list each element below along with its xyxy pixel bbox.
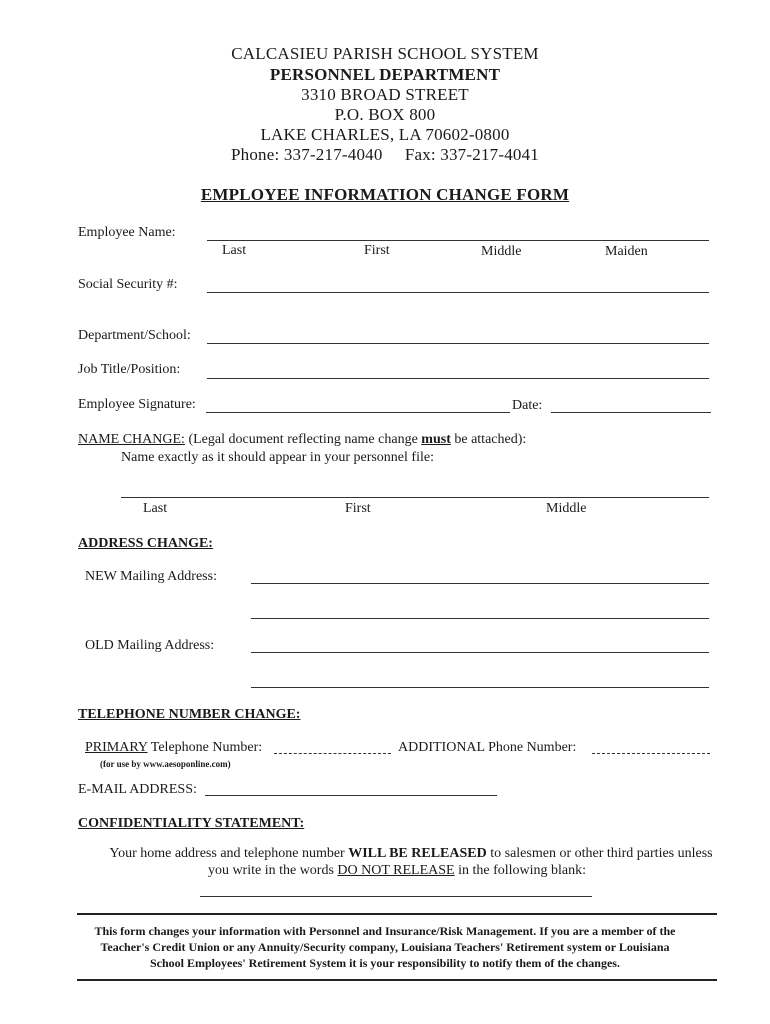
primary-word: PRIMARY xyxy=(85,740,148,755)
old-address-label: OLD Mailing Address: xyxy=(85,638,215,653)
telephone-change-heading: TELEPHONE NUMBER CHANGE: xyxy=(78,707,301,722)
department-field[interactable] xyxy=(207,343,709,344)
name-sub-last: Last xyxy=(222,243,247,258)
name-change-must: must xyxy=(421,432,451,447)
conf-text-1a: Your home address and telephone number xyxy=(109,846,349,861)
confidentiality-line-1 xyxy=(26,846,770,862)
ssn-label: Social Security #: xyxy=(78,277,178,292)
city-state-zip: LAKE CHARLES, LA 70602-0800 xyxy=(260,125,510,144)
name-change-line xyxy=(78,432,526,448)
form-title: EMPLOYEE INFORMATION CHANGE FORM xyxy=(200,185,570,204)
name-change-text-after: be attached): xyxy=(450,432,527,447)
po-box: P.O. BOX 800 xyxy=(334,105,436,124)
new-name-sub-middle: Middle xyxy=(546,501,587,516)
new-name-sub-last: Last xyxy=(143,501,168,516)
new-address-label: NEW Mailing Address: xyxy=(85,569,217,584)
primary-rest: Telephone Number: xyxy=(147,740,263,755)
primary-phone-label xyxy=(85,740,262,756)
notice-top-rule xyxy=(77,913,717,915)
signature-field[interactable] xyxy=(206,412,510,413)
name-sub-middle: Middle xyxy=(481,244,522,259)
do-not-release-field[interactable] xyxy=(200,896,592,897)
primary-phone-field[interactable] xyxy=(274,753,391,754)
additional-phone-label: ADDITIONAL Phone Number: xyxy=(398,740,577,755)
conf-text-2c: in the following blank: xyxy=(454,863,587,878)
old-address-line-1[interactable] xyxy=(251,652,709,653)
department-label: Department/School: xyxy=(78,328,191,343)
notice-line-1: This form changes your information with Personnel and Insurance/Risk Management. If you are a member of the xyxy=(94,924,676,938)
new-address-line-1[interactable] xyxy=(251,583,709,584)
primary-phone-note: (for use by www.aesoponline.com) xyxy=(100,759,231,769)
new-name-field[interactable] xyxy=(121,497,709,498)
conf-text-2a: you write in the words xyxy=(207,863,338,878)
notice-bottom-rule xyxy=(77,979,717,981)
additional-phone-field[interactable] xyxy=(592,753,710,754)
notice-line-2: Teacher's Credit Union or any Annuity/Security company, Louisiana Teachers' Retirement system or Louisiana xyxy=(100,940,670,954)
street-address: 3310 BROAD STREET xyxy=(301,85,469,104)
phone-fax: Phone: 337-217-4040 Fax: 337-217-4041 xyxy=(230,145,540,164)
email-field[interactable] xyxy=(205,795,497,796)
employee-name-label: Employee Name: xyxy=(78,225,176,240)
department-name: PERSONNEL DEPARTMENT xyxy=(269,65,501,84)
conf-text-1c: to salesmen or other third parties unless xyxy=(486,846,713,861)
date-field[interactable] xyxy=(551,412,711,413)
name-sub-maiden: Maiden xyxy=(605,244,648,259)
confidentiality-heading: CONFIDENTIALITY STATEMENT: xyxy=(78,816,305,831)
name-change-heading: NAME CHANGE: xyxy=(78,432,185,447)
signature-label: Employee Signature: xyxy=(78,397,196,412)
ssn-field[interactable] xyxy=(207,292,709,293)
job-title-label: Job Title/Position: xyxy=(78,362,181,377)
org-name: CALCASIEU PARISH SCHOOL SYSTEM xyxy=(231,44,539,63)
conf-will-be-released: WILL BE RELEASED xyxy=(348,846,487,861)
old-address-line-2[interactable] xyxy=(251,687,709,688)
name-change-instruction: Name exactly as it should appear in your personnel file: xyxy=(121,450,434,465)
email-label: E-MAIL ADDRESS: xyxy=(78,782,197,797)
new-name-sub-first: First xyxy=(345,501,371,516)
confidentiality-line-2 xyxy=(12,863,770,879)
job-title-field[interactable] xyxy=(207,378,709,379)
date-label: Date: xyxy=(512,398,543,413)
notice-line-3: School Employees' Retirement System it is your responsibility to notify them of the changes. xyxy=(150,956,620,970)
name-change-text-before: (Legal document reflecting name change xyxy=(184,432,422,447)
employee-name-field[interactable] xyxy=(207,240,709,241)
address-change-heading: ADDRESS CHANGE: xyxy=(78,536,213,551)
conf-do-not-release: DO NOT RELEASE xyxy=(337,863,455,878)
new-address-line-2[interactable] xyxy=(251,618,709,619)
name-sub-first: First xyxy=(364,243,390,258)
